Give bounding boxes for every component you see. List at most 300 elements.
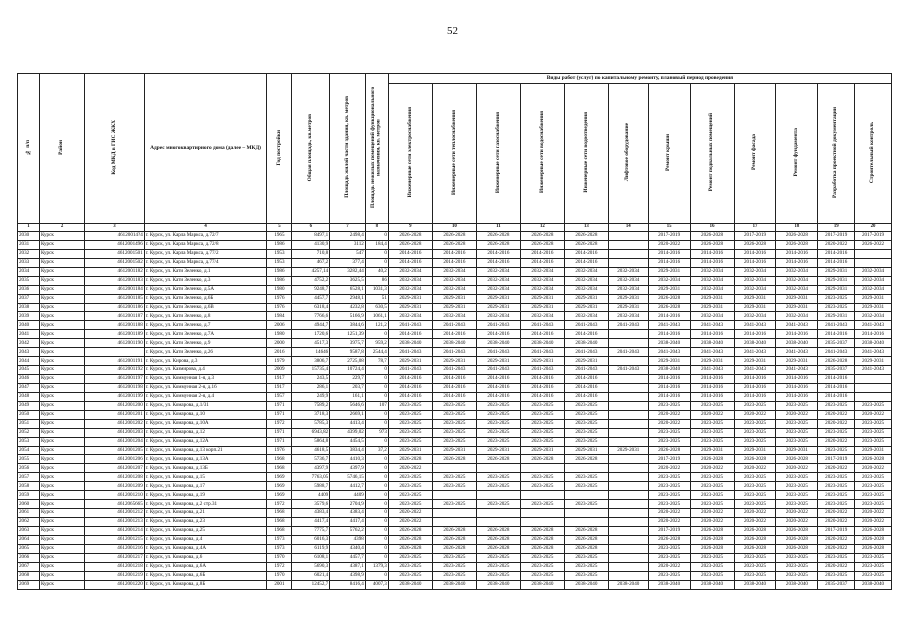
table-cell: 4612001207	[85, 464, 145, 473]
header-year: Год постройки	[267, 74, 292, 224]
table-cell: 2014-2016	[776, 392, 818, 401]
table-cell: 0	[365, 410, 388, 419]
table-cell: 2017-2019	[648, 455, 690, 464]
table-cell: 2014-2016	[648, 383, 690, 392]
table-cell: 2023-2025	[648, 544, 690, 553]
table-cell: 2032-2034	[564, 276, 608, 285]
table-cell: 3625,5	[330, 276, 366, 285]
table-cell: Курск	[40, 312, 85, 321]
table-cell: 2041-2043	[776, 348, 818, 357]
header-code: Код МКД в ГИС ЖКХ	[85, 74, 145, 224]
table-cell: 2026-2028	[690, 455, 734, 464]
table-cell: 1957	[267, 392, 292, 401]
table-cell: г. Курск, ул. Комарова, д.6	[144, 553, 267, 562]
table-cell: 2032-2034	[476, 312, 520, 321]
table-cell: 2041-2043	[648, 348, 690, 357]
table-cell	[608, 562, 648, 571]
table-cell: 2026-2028	[476, 232, 520, 241]
table-cell: 2014-2016	[734, 258, 776, 267]
table-cell: 1251,39	[330, 330, 366, 339]
table-cell: 2026-2028	[476, 535, 520, 544]
table-cell: 2038-2040	[432, 339, 476, 348]
table-cell: 2014-2016	[564, 392, 608, 401]
table-cell: 2014-2016	[476, 249, 520, 258]
table-cell: Курск	[40, 446, 85, 455]
table-cell: Курск	[40, 276, 85, 285]
table-cell: 3844,6	[330, 321, 366, 330]
table-cell: 2014-2016	[776, 258, 818, 267]
table-cell: 2032-2034	[734, 267, 776, 276]
table-cell: 2037	[18, 294, 40, 303]
table-cell: 2014-2016	[388, 392, 432, 401]
table-cell: 2023-2025	[432, 419, 476, 428]
table-cell: Курск	[40, 303, 85, 312]
table-cell	[608, 535, 648, 544]
table-cell: Курск	[40, 500, 85, 509]
table-row	[18, 339, 892, 348]
table-cell: Курск	[40, 455, 85, 464]
table-cell: 2041-2043	[564, 321, 608, 330]
table-cell: 2014-2016	[476, 330, 520, 339]
table-cell: 2041-2043	[855, 348, 892, 357]
table-cell: 4612001198	[85, 383, 145, 392]
table-cell: 8497,1	[292, 232, 330, 241]
table-cell: 2029-2031	[690, 446, 734, 455]
table-cell: 2017-2019	[818, 526, 855, 535]
table-cell: 2029-2031	[388, 446, 432, 455]
table-cell	[608, 509, 648, 518]
table-cell: 2023-2025	[432, 482, 476, 491]
table-cell: 2023-2025	[520, 473, 564, 482]
table-cell: Курск	[40, 249, 85, 258]
table-cell: 1979	[267, 357, 292, 366]
table-cell: 2014-2016	[690, 249, 734, 258]
table-cell: Курск	[40, 330, 85, 339]
table-cell: 4417,4	[292, 518, 330, 527]
table-cell: г. Курск, ул. Карла Маркса, д.77/4	[144, 258, 267, 267]
table-cell: 2038	[18, 303, 40, 312]
table-cell: г. Курск, ул. Комарова, д.4А	[144, 544, 267, 553]
table-cell	[476, 491, 520, 500]
table-cell: 2020-2022	[818, 518, 855, 527]
table-cell	[608, 232, 648, 241]
table-cell: Курск	[40, 232, 85, 241]
table-cell: 4612001208	[85, 473, 145, 482]
table-cell: 2020-2022	[734, 464, 776, 473]
table-cell: 2023-2025	[690, 401, 734, 410]
table-cell: 2014-2016	[388, 330, 432, 339]
table-cell: 2020-2022	[818, 544, 855, 553]
table-cell: 2032-2034	[388, 267, 432, 276]
column-number-row	[18, 224, 892, 232]
table-cell: г. Курск, ул. Комарова, д.8Б	[144, 580, 267, 589]
table-cell: 2026-2028	[734, 544, 776, 553]
table-cell: 2032-2034	[776, 312, 818, 321]
table-cell: 2014-2016	[648, 258, 690, 267]
table-cell: 2032-2034	[690, 276, 734, 285]
table-cell: 2026-2028	[388, 544, 432, 553]
table-cell: 4612001501	[85, 249, 145, 258]
table-cell: 15735,4	[292, 366, 330, 375]
table-cell: 2023-2025	[476, 562, 520, 571]
table-cell: 2014-2016	[690, 375, 734, 384]
table-cell: 2023-2025	[734, 401, 776, 410]
table-cell: 203,7	[330, 383, 366, 392]
table-cell: 5736,7	[292, 455, 330, 464]
table-cell: г. Курск, ул. Комарова, д.6А	[144, 562, 267, 571]
table-cell: 229,7	[330, 375, 366, 384]
table-cell: 2023-2025	[388, 562, 432, 571]
table-cell: Курск	[40, 473, 85, 482]
table-row	[18, 446, 892, 455]
table-cell: 2026-2028	[690, 535, 734, 544]
column-number: 14	[608, 224, 648, 232]
table-cell: 2041-2043	[690, 321, 734, 330]
table-cell: 2014-2016	[520, 330, 564, 339]
table-cell: 2023-2025	[564, 437, 608, 446]
table-cell: 1917	[267, 375, 292, 384]
table-cell: 2014-2016	[564, 249, 608, 258]
table-cell: 2014-2016	[648, 249, 690, 258]
table-row	[18, 535, 892, 544]
table-cell: 2014-2016	[734, 249, 776, 258]
table-cell: г. Курск, ул. Комарова, д.2 стр.31	[144, 500, 267, 509]
table-cell: 2026-2028	[734, 240, 776, 249]
table-cell: 2023-2025	[776, 437, 818, 446]
table-cell: Курск	[40, 339, 85, 348]
table-row	[18, 455, 892, 464]
table-cell: 2041-2043	[520, 321, 564, 330]
table-cell: 2061	[18, 509, 40, 518]
table-cell: г. Курск, ул. Комарова, д.15	[144, 473, 267, 482]
table-cell: 2020-2022	[776, 518, 818, 527]
table-cell: Курск	[40, 392, 85, 401]
table-cell: 5166,9	[330, 312, 366, 321]
table-cell: 2063	[18, 526, 40, 535]
table-cell: 2029-2031	[648, 285, 690, 294]
table-cell: 4409	[330, 491, 366, 500]
table-cell: 2020-2022	[690, 410, 734, 419]
table-cell: 2029-2031	[432, 294, 476, 303]
column-number: 5	[267, 224, 292, 232]
table-cell: 6108,1	[292, 553, 330, 562]
table-cell: 0	[365, 518, 388, 527]
table-cell: 2029-2031	[690, 294, 734, 303]
table-cell: Курск	[40, 348, 85, 357]
table-cell: 4618,5	[292, 446, 330, 455]
table-row	[18, 410, 892, 419]
table-cell: 2038-2040	[648, 339, 690, 348]
table-cell: 2032-2034	[564, 312, 608, 321]
table-cell: г. Курск, ул. Карла Маркса, д.72/7	[144, 232, 267, 241]
table-cell: 2026-2028	[520, 232, 564, 241]
table-cell: 2020-2022	[388, 518, 432, 527]
table-cell: 2000	[267, 339, 292, 348]
table-cell: 7766,6	[292, 312, 330, 321]
table-cell: 2041-2043	[520, 366, 564, 375]
table-cell: 2033	[18, 258, 40, 267]
table-cell: 2055	[18, 455, 40, 464]
table-cell	[608, 383, 648, 392]
table-cell: Курск	[40, 580, 85, 589]
table-cell	[608, 571, 648, 580]
table-cell: 2014-2016	[432, 249, 476, 258]
table-cell: 2032-2034	[520, 285, 564, 294]
table-cell: 2023-2025	[520, 437, 564, 446]
table-cell: 9248,7	[292, 285, 330, 294]
table-cell: 1980	[267, 330, 292, 339]
table-cell: 2047	[18, 383, 40, 392]
table-cell: 1031,3	[365, 285, 388, 294]
table-cell	[432, 464, 476, 473]
table-cell: 4612001185	[85, 294, 145, 303]
table-cell: 2544,4	[365, 348, 388, 357]
table-cell: 2014-2016	[476, 392, 520, 401]
table-cell: 2041-2043	[648, 321, 690, 330]
table-cell: 2041-2043	[855, 321, 892, 330]
table-cell: г. Курск, ул. Казмирова, д.4	[144, 366, 267, 375]
table-cell: 2020-2022	[776, 410, 818, 419]
table-cell: 4612001496	[85, 240, 145, 249]
table-cell: 2014-2016	[520, 249, 564, 258]
table-cell: 2032	[18, 249, 40, 258]
table-cell: 2023-2025	[476, 571, 520, 580]
table-cell: 0	[365, 526, 388, 535]
table-cell: 2026-2022	[855, 240, 892, 249]
table-cell	[608, 330, 648, 339]
table-cell: 2014-2016	[520, 392, 564, 401]
table-cell: 2014-2016	[690, 330, 734, 339]
table-cell: 2029-2031	[855, 303, 892, 312]
table-cell: 2068	[18, 571, 40, 580]
table-cell: 2020-2022	[818, 410, 855, 419]
table-cell: 2023-2025	[432, 500, 476, 509]
table-cell: 2948,1	[330, 294, 366, 303]
table-cell: г. Курск, ул. Комарова, д.17	[144, 482, 267, 491]
table-cell: 3718,3	[292, 410, 330, 419]
table-cell: 2032-2034	[476, 267, 520, 276]
table-cell: Курск	[40, 518, 85, 527]
column-number: 17	[734, 224, 776, 232]
table-cell: 1970	[267, 553, 292, 562]
table-cell: 161,1	[330, 392, 366, 401]
table-cell: 2023-2025	[564, 410, 608, 419]
table-cell: 2035-2037	[818, 366, 855, 375]
table-cell: г. Курск, ул. Комарова, д.10	[144, 410, 267, 419]
table-cell: 2023-2025	[734, 482, 776, 491]
table-cell: 107	[365, 401, 388, 410]
table-cell: г. Курск, ул. Комарова, д.4	[144, 535, 267, 544]
table-cell: 2023-2025	[648, 473, 690, 482]
table-cell: 2014-2016	[648, 330, 690, 339]
table-cell: 2023-2025	[776, 473, 818, 482]
table-cell: 2026-2028	[776, 535, 818, 544]
table-cell: 2026-2028	[648, 446, 690, 455]
table-cell: 2041-2043	[388, 321, 432, 330]
table-row	[18, 258, 892, 267]
table-cell: 2023-2025	[432, 553, 476, 562]
table-cell: 3112	[330, 240, 366, 249]
table-cell: 2041-2043	[476, 321, 520, 330]
table-cell: 2023-2025	[734, 500, 776, 509]
table-cell: 4612001200	[85, 401, 145, 410]
table-cell: 2032-2034	[608, 285, 648, 294]
table-cell: 2026-2028	[776, 526, 818, 535]
table-cell: 2023-2025	[388, 410, 432, 419]
table-cell	[520, 509, 564, 518]
table-cell: 2014-2016	[776, 375, 818, 384]
table-cell: 4612001182	[85, 267, 145, 276]
table-cell: 2029-2031	[476, 446, 520, 455]
table-cell: 2023-2025	[690, 482, 734, 491]
table-cell	[608, 428, 648, 437]
header-work-9: Ремонт фасада	[734, 84, 776, 224]
table-cell: 2020-2022	[648, 518, 690, 527]
table-cell: 630,5	[365, 303, 388, 312]
table-cell: Курск	[40, 410, 85, 419]
table-cell: 2041-2043	[564, 366, 608, 375]
table-cell: 5988,7	[292, 482, 330, 491]
table-row	[18, 500, 892, 509]
header-work-3: Инженерные сети газоснабжения	[476, 84, 520, 224]
table-cell: 2041-2043	[734, 366, 776, 375]
table-cell: 2032-2034	[734, 312, 776, 321]
column-number: 2	[40, 224, 85, 232]
table-cell: 2038-2040	[648, 366, 690, 375]
table-cell: 2014-2016	[818, 392, 855, 401]
header-work-5: Инженерные сети водоотведения	[564, 84, 608, 224]
table-cell: 2038-2040	[690, 580, 734, 589]
table-cell: 2026-2028	[818, 357, 855, 366]
table-cell: 2014-2016	[432, 375, 476, 384]
table-cell: г. Курск, ул. Комарова, д.12А	[144, 437, 267, 446]
table-cell: Курск	[40, 535, 85, 544]
table-cell: 1970	[267, 571, 292, 580]
column-number: 18	[776, 224, 818, 232]
table-cell: 2049	[18, 401, 40, 410]
table-row	[18, 249, 892, 258]
table-cell: 2020-2022	[648, 509, 690, 518]
table-cell: 2029-2031	[855, 446, 892, 455]
column-number: 11	[476, 224, 520, 232]
table-row	[18, 366, 892, 375]
table-cell: 2023-2025	[818, 571, 855, 580]
table-cell: 4612001214	[85, 526, 145, 535]
table-cell: 2023-2025	[476, 500, 520, 509]
table-cell: 2023-2025	[818, 401, 855, 410]
table-cell: 2026-2028	[520, 240, 564, 249]
table-cell: г. Курск, ул. Комарова, д.10А	[144, 419, 267, 428]
table-cell: 2014-2016	[432, 392, 476, 401]
table-cell	[608, 491, 648, 500]
column-number: 13	[564, 224, 608, 232]
table-cell: г. Курск, ул. Коммунная 2-я, д.4	[144, 392, 267, 401]
table-cell: 2020-2022	[648, 464, 690, 473]
table-cell: 1986	[267, 267, 292, 276]
table-cell: 2014-2016	[855, 330, 892, 339]
table-cell: 2053	[18, 437, 40, 446]
table-cell: г. Курск, ул. Комарова, д.25	[144, 526, 267, 535]
table-cell: 2038-2040	[776, 339, 818, 348]
table-cell	[608, 500, 648, 509]
table-cell: 249,9	[292, 392, 330, 401]
table-cell: 2026-2028	[432, 535, 476, 544]
table-cell: 2023-2025	[818, 446, 855, 455]
table-cell: 0	[365, 509, 388, 518]
table-cell: 2029-2031	[520, 294, 564, 303]
table-cell: 2014-2016	[776, 383, 818, 392]
table-cell: 2014-2016	[476, 383, 520, 392]
table-row	[18, 357, 892, 366]
table-cell: 2041-2043	[432, 321, 476, 330]
column-number: 8	[365, 224, 388, 232]
table-cell: 2038-2040	[608, 580, 648, 589]
header-work-7: Ремонт крыши	[648, 84, 690, 224]
table-cell: 2041-2043	[776, 321, 818, 330]
table-cell: 710,8	[292, 249, 330, 258]
table-cell: 2026-2028	[776, 544, 818, 553]
table-cell: 2026-2028	[432, 455, 476, 464]
column-number: 1	[18, 224, 40, 232]
table-cell: 2023-2025	[734, 437, 776, 446]
table-cell: 2014-2016	[648, 312, 690, 321]
table-cell: 2023-2025	[734, 571, 776, 580]
table-cell	[855, 249, 892, 258]
table-cell	[608, 392, 648, 401]
table-cell: г. Курск, ул. Комарова, д.12	[144, 428, 267, 437]
table-cell: 2032-2034	[776, 285, 818, 294]
table-cell: 2026-2028	[855, 544, 892, 553]
table-cell: г. Курск, ул. Комарова, д.13Б	[144, 464, 267, 473]
table-cell: 2041-2043	[690, 348, 734, 357]
table-row	[18, 518, 892, 527]
table-row	[18, 562, 892, 571]
table-cell: 0	[365, 249, 388, 258]
table-cell: 2041-2043	[690, 366, 734, 375]
table-row	[18, 303, 892, 312]
table-cell: 2041-2043	[388, 366, 432, 375]
header-nonliving-area: Площадь нежилых помещений функционального назначения, кв. метров	[365, 74, 388, 224]
table-cell: 4612001203	[85, 428, 145, 437]
table-cell	[608, 482, 648, 491]
table-row	[18, 473, 892, 482]
table-cell: 2023-2025	[388, 437, 432, 446]
table-cell: 2023-2025	[776, 419, 818, 428]
table-cell: 2023-2025	[648, 482, 690, 491]
table-cell: 2023-2025	[734, 473, 776, 482]
table-cell: 2014-2016	[818, 375, 855, 384]
table-cell: 2050	[18, 410, 40, 419]
table-cell: 2006	[267, 321, 292, 330]
table-cell: Курск	[40, 509, 85, 518]
table-cell: 4944,7	[292, 321, 330, 330]
table-cell: 2029-2031	[520, 357, 564, 366]
table-row	[18, 321, 892, 330]
table-cell: 2032-2034	[776, 267, 818, 276]
table-row	[18, 383, 892, 392]
table-cell: 2023-2025	[734, 428, 776, 437]
table-cell: 2023-2025	[476, 419, 520, 428]
table-cell: г. Курск, ул. Комарова, д.21	[144, 509, 267, 518]
table-cell: 2038-2040	[520, 339, 564, 348]
table-cell: 2014-2016	[648, 375, 690, 384]
table-cell: 2026-2028	[564, 535, 608, 544]
table-cell: 4517,3	[292, 339, 330, 348]
table-cell: 2029-2031	[648, 357, 690, 366]
table-cell: 2023-2025	[388, 491, 432, 500]
table-cell: 2029-2031	[690, 357, 734, 366]
table-cell: 2026-2028	[432, 232, 476, 241]
